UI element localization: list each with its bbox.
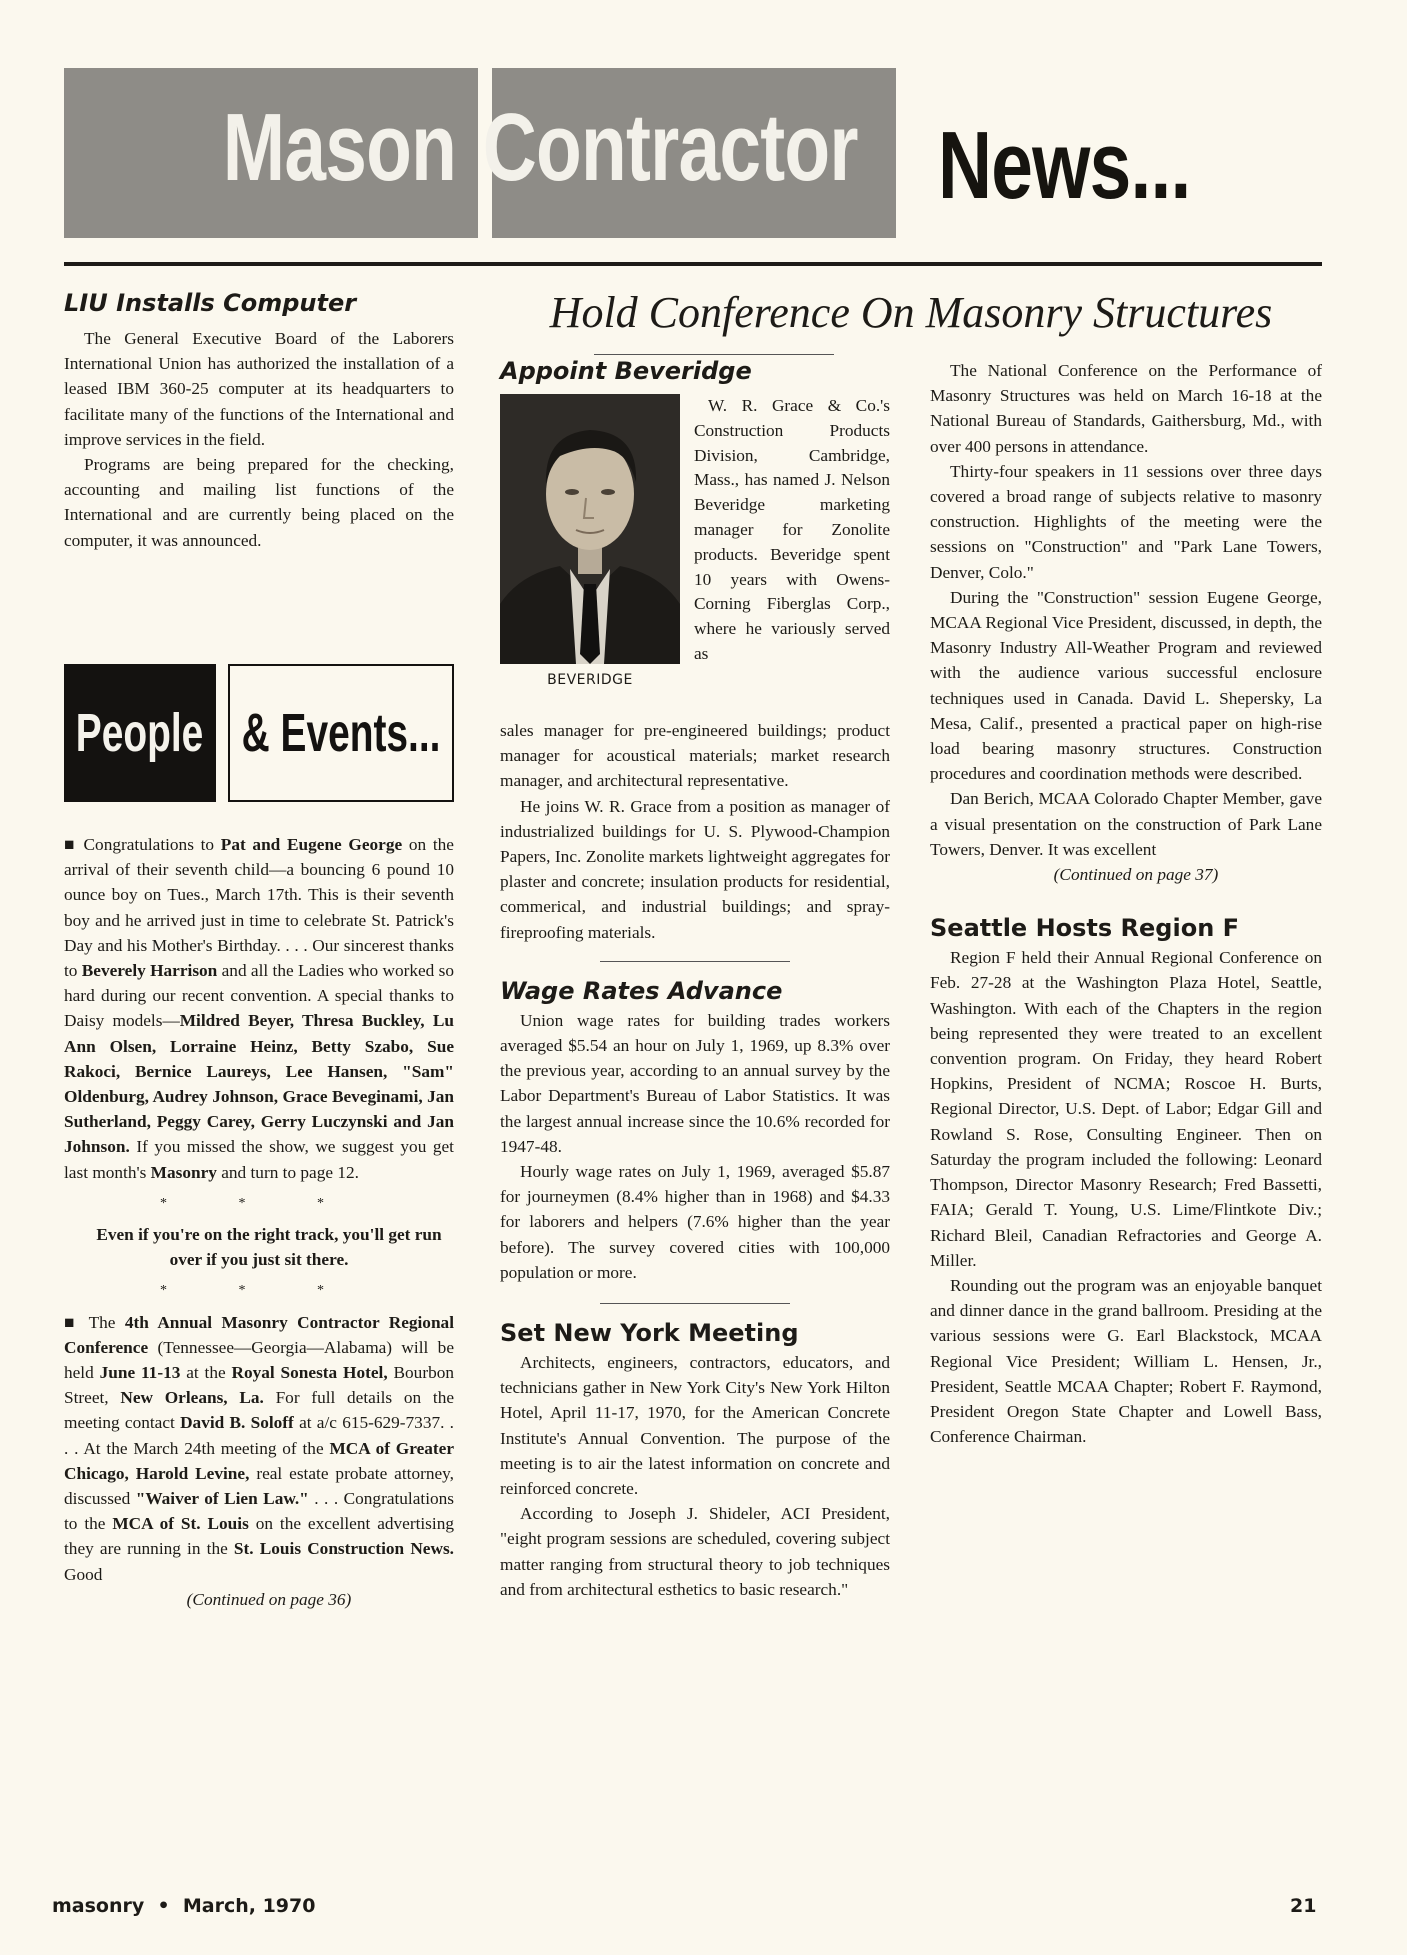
beveridge-body [500, 718, 890, 1602]
pe-item-1-e: and all the Ladies who worked so hard during our recent convention. A special thanks to Daisy models— [64, 961, 454, 1031]
beveridge-photo [500, 394, 680, 664]
conference-paragraph-1: The National Conference on the Performance of Masonry Structures was held on March 16-18 at the National Bureau of Standards, Gaithersburg, Md., with over 400 persons in attendance. [930, 361, 1322, 456]
pe-item-2-r: St. Louis Construction News. [233, 1539, 454, 1559]
beveridge-side-text [694, 394, 890, 667]
pe-item-2-e: at the [180, 1363, 232, 1383]
pe-item-1-b: Pat and Eugene George [220, 835, 403, 854]
pe-item-2-f: Royal Sonesta Hotel, [231, 1363, 388, 1383]
beveridge-paragraph-1-start: W. R. Grace & Co.'s Construction Products Division, Cambridge, Mass., has named J. Nelson Beveridge marketing manager for Zonolite products. Beveridge spent 10 years with Owens-Corning Fiberglas Corp., where he variously served as [694, 396, 890, 663]
pe-item-2-b: 4th Annual Masonry Contractor Regional Conference [64, 1312, 454, 1357]
footer-issue: masonry • March, 1970 [52, 1895, 316, 1917]
pe-quote: Even if you're on the right track, you'll get run over if you just sit there. [96, 1225, 442, 1270]
conference-continued: (Continued on page 37) [1053, 865, 1219, 885]
column-2 [500, 354, 890, 396]
events-label: & Events... [241, 703, 441, 763]
page-number: 21 [1290, 1895, 1317, 1917]
pe-continued: (Continued on page 36) [186, 1589, 352, 1609]
column-3 [930, 358, 1322, 1449]
pe-item-2-k: at a/c 615-629-7337. . . . At the March 24th meeting of the [64, 1413, 454, 1458]
pe-item-2-d: June 11-13 [99, 1363, 181, 1383]
liu-paragraph-1: The General Executive Board of the Laborers International Union has authorized the installation of a leased IBM 360-25 computer at its headquarters to facilitate many of the functions of the International and improve services in the field. [64, 329, 454, 449]
pe-item-2-l: MCA of Greater Chicago, Harold Levine, [64, 1438, 454, 1483]
pe-item-2-n: "Waiver of Lien Law." [135, 1489, 309, 1509]
events-box [228, 664, 454, 802]
bullet-square-icon: ■ [64, 835, 77, 854]
masthead-contractor: Contractor [483, 94, 858, 201]
conference-paragraph-4: Dan Berich, MCAA Colorado Chapter Member, gave a visual presentation on the construction of Park Lane Towers, Denver. It was excellent [930, 789, 1322, 859]
pe-item-1-h: Masonry [150, 1162, 217, 1182]
pe-item-2-a: The [88, 1312, 125, 1332]
masthead-mason-block [64, 68, 478, 238]
pe-item-1 [64, 832, 454, 1185]
conference-headline: Hold Conference On Masonry Structures [549, 288, 1273, 337]
pe-item-2-i: For full details on the meeting contact [64, 1388, 455, 1433]
seattle-paragraph-2: Rounding out the program was an enjoyable banquet and dinner dance in the grand ballroom. Presiding at the various sessions were G. Earl Blackstock, MCAA Regional Vice President; William L. Hensen, Jr., President, Seattle MCAA Chapter; Robert F. Raymond, President Oregon State Chapter and Lowell Bass, Conference Chairman. [930, 1275, 1322, 1447]
pe-item-2-c: (Tennessee—Georgia—Alabama) will be held [64, 1337, 454, 1383]
pe-item-1-i: and turn to page 12. [216, 1162, 359, 1182]
pe-item-2-q: on the excellent advertising they are running in the [64, 1514, 454, 1559]
pe-item-2-m: real estate probate attorney, discussed [64, 1463, 454, 1509]
seattle-heading: Seattle Hosts Region F [930, 914, 1240, 943]
pe-item-2-g: Bourbon Street, [64, 1363, 455, 1408]
pe-item-1-g: If you missed the show, we suggest you get last month's [64, 1137, 454, 1182]
beveridge-heading: Appoint Beveridge [500, 357, 752, 385]
pe-item-1-a: Congratulations to [83, 835, 221, 854]
stars-divider-2: * * * [160, 1283, 358, 1299]
people-box [64, 664, 216, 802]
wage-heading: Wage Rates Advance [500, 976, 783, 1005]
masthead-news: News... [938, 112, 1191, 219]
pe-item-1-c: on the arrival of their seventh child—a bouncing 6 pound 10 ounce boy on Tues., March 17th. This is their seventh boy and he arrived just in time to celebrate St. Patrick's Day and his Mother's Birthday. . . . Our sincerest thanks to [64, 835, 454, 981]
pe-item-2-s: Good [64, 1564, 103, 1584]
photo-caption: BEVERIDGE [547, 672, 633, 688]
pe-item-2-j: David B. Soloff [180, 1413, 294, 1433]
pe-item-2 [64, 1310, 454, 1587]
newyork-paragraph-1: Architects, engineers, contractors, educators, and technicians gather in New York City's New York Hilton Hotel, April 11-17, 1970, for the American Concrete Institute's Annual Convention. The purpose of the meeting is to air the latest information on concrete and reinforced concrete. [500, 1353, 890, 1499]
newyork-heading: Set New York Meeting [500, 1319, 799, 1348]
masthead-mason: Mason [222, 94, 456, 201]
liu-heading: LIU Installs Computer [64, 289, 357, 317]
masthead-contractor-block [483, 68, 896, 238]
people-label: People [76, 703, 204, 763]
pe-item-2-o: . . . Congratulations to the [64, 1489, 455, 1534]
pe-item-2-h: New Orleans, La. [120, 1388, 264, 1408]
portrait-illustration [500, 394, 680, 664]
liu-article [64, 288, 454, 553]
bullet-square-icon: ■ [64, 1312, 80, 1332]
pe-item-1-d: Beverely Harrison [81, 961, 218, 981]
masthead-rule [64, 262, 1322, 266]
conference-paragraph-2: Thirty-four speakers in 11 sessions over three days covered a broad range of subjects relative to masonry construction. Highlights of the meeting were the sessions on "Construction" and "Park Lane Towers, Denver, Colo." [930, 461, 1322, 582]
beveridge-paragraph-1-end: sales manager for pre-engineered buildings; product manager for acoustical materials; market research manager, and architectural representative. [500, 721, 890, 791]
stars-divider-1: * * * [160, 1195, 358, 1211]
wage-paragraph-2: Hourly wage rates on July 1, 1969, averaged $5.87 for journeymen (8.4% higher than in 1968) and $4.33 for laborers and helpers (7.6% higher than the year before). The survey covered cities with 100,000 population or more. [500, 1162, 890, 1282]
seattle-paragraph-1: Region F held their Annual Regional Conference on Feb. 27-28 at the Washington Plaza Hotel, Seattle, Washington. With each of the Chapters in the region being represented they were treated to an excellent convention program. On Friday, they heard Robert Hopkins, President of NCMA; Roscoe H. Burts, Regional Director, U.S. Dept. of Labor; Edgar Gill and Rowland S. Rose, Consulting Engineer. Then on Saturday the program included the following: Leonard Thompson, Director Masonry Research; Fred Bassetti, FAIA; Gerald T. Young, U.S. Lime/Flintkote Div.; Richard Bleil, Canadian Refractories and George A. Miller. [930, 948, 1322, 1270]
liu-paragraph-2: Programs are being prepared for the checking, accounting and mailing list functions of the International and are currently being placed on the computer, it was announced. [64, 455, 454, 550]
beveridge-paragraph-2: He joins W. R. Grace from a position as manager of industrialized buildings for U. S. Plywood-Champion Papers, Inc. Zonolite markets lightweight aggregates for plaster and concrete; insulation products for residential, commerical, and industrial buildings; and spray-fireproofing materials. [500, 796, 890, 942]
people-events-column [64, 832, 454, 1612]
divider-1 [600, 961, 790, 962]
wage-paragraph-1: Union wage rates for building trades workers averaged $5.54 an hour on July 1, 1969, up 8.3% over the previous year, according to an annual survey by the Labor Department's Bureau of Labor Statistics. It was the largest annual increase since the 10.6% recorded for 1947-48. [500, 1010, 890, 1156]
newyork-paragraph-2: According to Joseph J. Shideler, ACI President, "eight program sessions are scheduled, covering subject matter ranging from structural theory to job techniques and from architectural esthetics to basic research." [500, 1504, 890, 1599]
pe-item-1-f: Mildred Beyer, Thresa Buckley, Lu Ann Olsen, Lorraine Heinz, Betty Szabo, Sue Rakoci, Bernice Laureys, Lee Hansen, "Sam" Oldenburg, Audrey Johnson, Grace Beveginami, Jan Sutherland, Peggy Carey, Gerry Luczynski and Jan Johnson. [64, 1011, 454, 1157]
pe-item-2-p: MCA of St. Louis [112, 1514, 249, 1534]
conference-paragraph-3: During the "Construction" session Eugene George, MCAA Regional Vice President, discussed, in depth, the Masonry Industry All-Weather Program and reviewed with the audience various successful enclosure techniques used in Canada. David L. Shepersky, La Mesa, Calif., presented a practical paper on high-rise load bearing masonry structures. Construction procedures and coordination methods were described. [930, 587, 1322, 784]
divider-2 [600, 1303, 790, 1304]
